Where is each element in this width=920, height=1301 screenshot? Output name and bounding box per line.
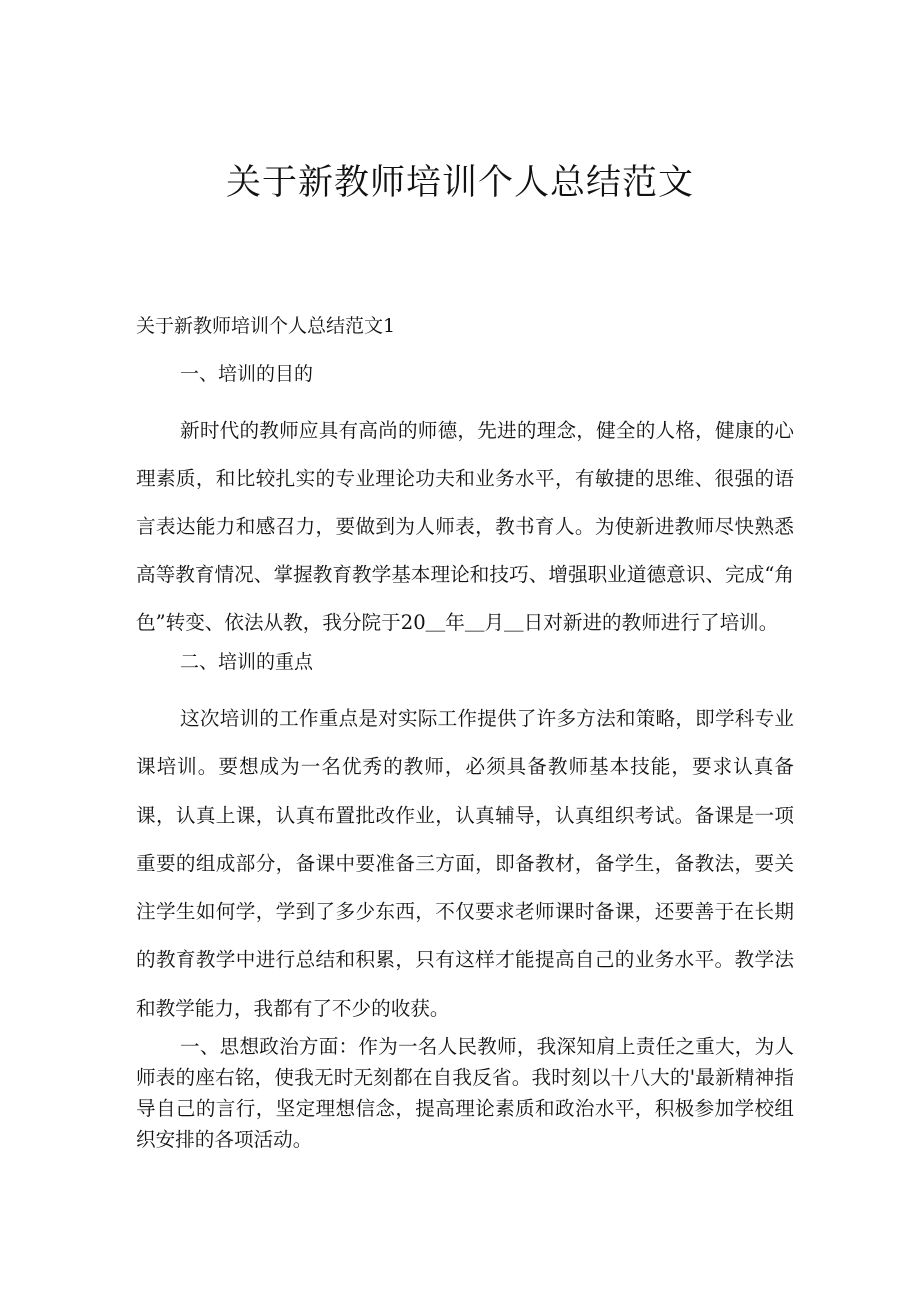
paragraph-focus: 这次培训的工作重点是对实际工作提供了许多方法和策略，即学科专业课培训。要想成为一名优秀的教师，必须具备教师基本技能，要求认真备课，认真上课，认真布置批改作业，认真辅导，认真组织考试。备课是一项重要的组成部分，备课中要准备三方面，即备教材，备学生，备教法，要关注学生如何学，学到了多少东西，不仅要求老师课时备课，还要善于在长期的教育教学中进行总结和积累，只有这样才能提高自己的业务水平。教学法和教学能力，我都有了不少的收获。 [136, 707, 794, 1020]
section-heading-focus: 二、培训的重点 [180, 651, 314, 673]
paragraph-purpose: 新时代的教师应具有高尚的师德，先进的理念，健全的人格，健康的心理素质，和比较扎实的专业理论功夫和业务水平，有敏捷的思维、很强的语言表达能力和感召力，要做到为人师表，教书育人。为使新进教师尽快熟悉高等教育情况、掌握教育教学基本理论和技巧、增强职业道德意识、完成“角色”转变、依法从教，我分院于20＿年＿月＿日对新进的教师进行了培训。 [136, 419, 794, 634]
section-heading-purpose: 一、培训的目的 [180, 363, 314, 385]
document-title: 关于新教师培训个人总结范文 [225, 163, 694, 203]
document-subtitle: 关于新教师培训个人总结范文1 [136, 315, 396, 337]
paragraph-ideology: 一、思想政治方面：作为一名人民教师，我深知肩上责任之重大，为人师表的座右铭，使我无时无刻都在自我反省。我时刻以十八大的'最新精神指导自己的言行，坚定理想信念，提高理论素质和政治水平，积极参加学校组织安排的各项活动。 [136, 1035, 794, 1151]
